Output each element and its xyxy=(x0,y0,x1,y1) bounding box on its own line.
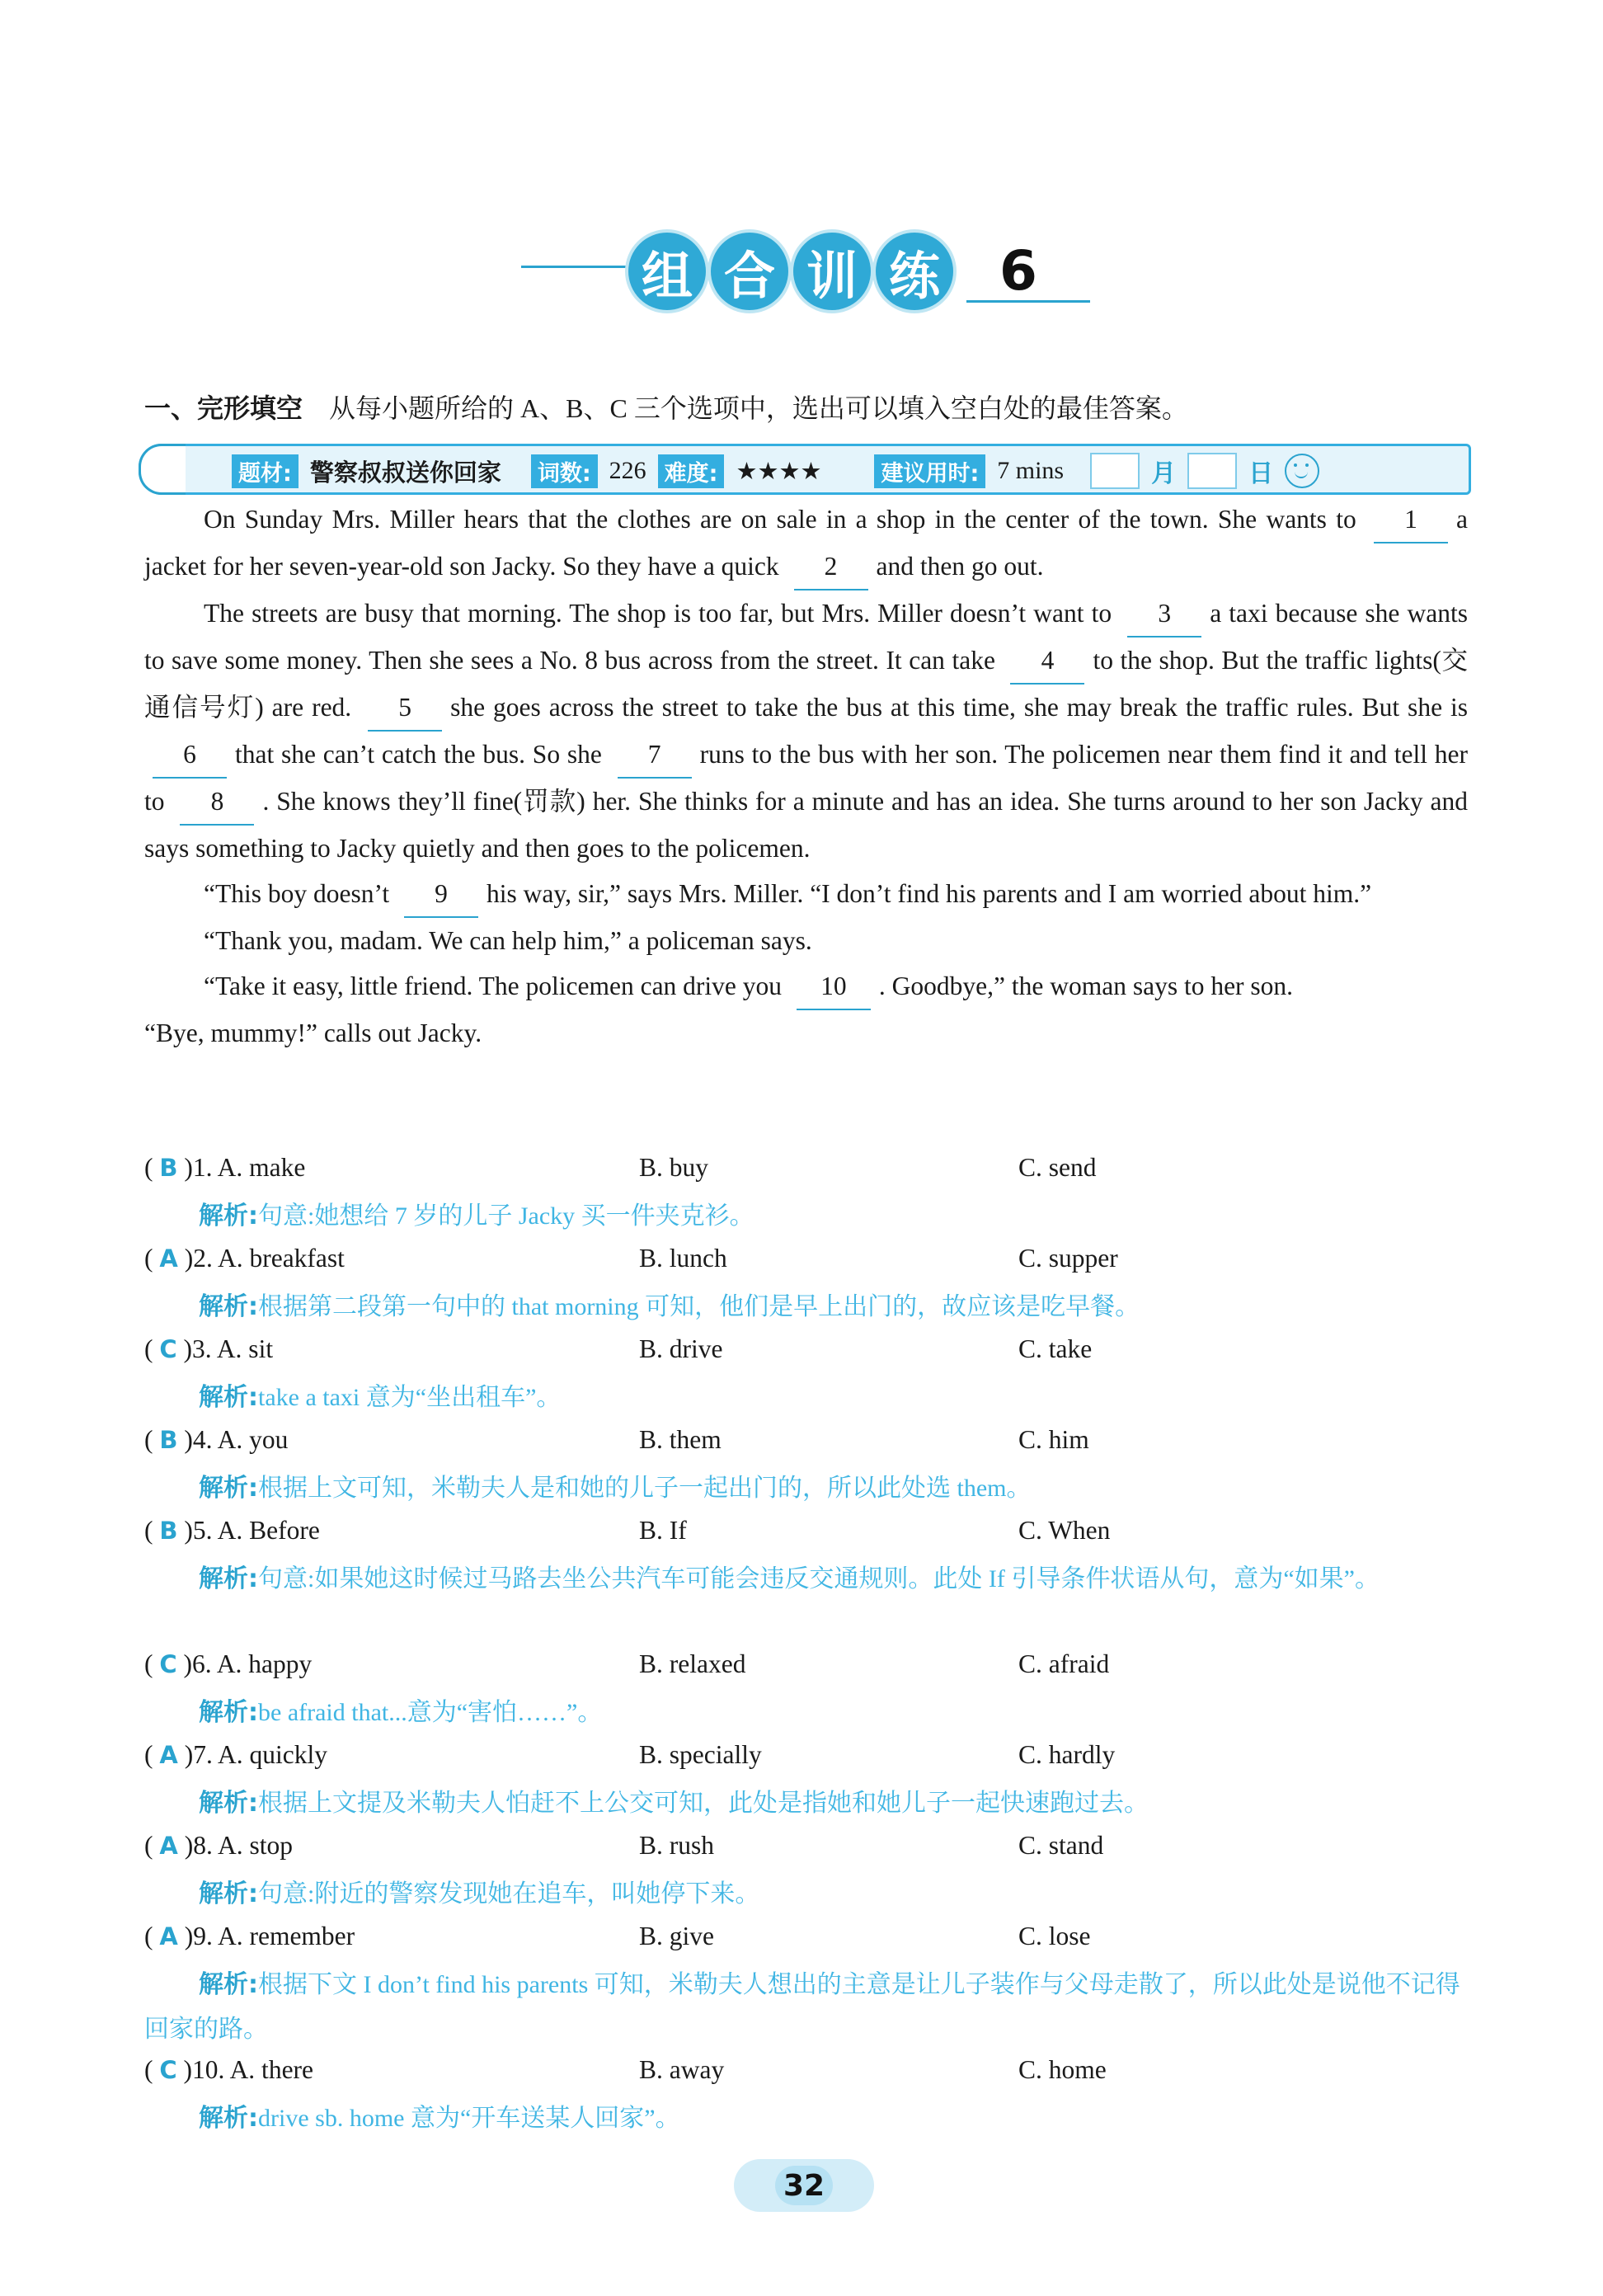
question-stem: ( C )6. A. happy xyxy=(144,1649,313,1678)
explanation-label: 解析: xyxy=(199,1880,258,1908)
smiley-icon xyxy=(1285,454,1319,488)
page-number: 32 xyxy=(775,2166,833,2205)
question-number: 10. xyxy=(192,2055,225,2084)
section-title: 一、完形填空 xyxy=(144,393,303,424)
question-stem: ( A )2. A. breakfast xyxy=(144,1244,345,1273)
explanation-text: 根据第二段第一句中的 that morning 可知，他们是早上出门的，故应该是吃早餐。 xyxy=(258,1293,1140,1320)
topic-tag: 题材: xyxy=(232,454,299,488)
explanation xyxy=(144,1872,1468,1917)
option-c: C. him xyxy=(1018,1425,1089,1454)
explanation-text: 句意:她想给 7 岁的儿子 Jacky 买一件夹克衫。 xyxy=(258,1202,754,1230)
answer-letter: B xyxy=(159,1426,178,1454)
option-c: C. stand xyxy=(1018,1831,1104,1860)
question-number: 4. xyxy=(192,1425,213,1454)
question-row xyxy=(144,1244,1468,1285)
option-a: A. there xyxy=(229,2055,314,2084)
blank-3: 3 xyxy=(1127,590,1201,638)
answer-letter: B xyxy=(159,1517,178,1545)
time-tag: 建议用时: xyxy=(874,454,985,488)
difficulty-stars: ★★★★ xyxy=(736,457,822,485)
option-c: C. supper xyxy=(1018,1244,1118,1273)
option-b: B. away xyxy=(639,2055,725,2084)
question-stem: ( B )5. A. Before xyxy=(144,1516,320,1545)
answer-letter: A xyxy=(159,1741,178,1769)
question-row xyxy=(144,1831,1468,1872)
passage-text: “This boy doesn’t xyxy=(204,879,390,908)
answer-letter: A xyxy=(159,1832,178,1860)
title-number: 6 xyxy=(999,239,1037,303)
explanation xyxy=(144,1194,1468,1239)
option-a: A. remember xyxy=(217,1922,355,1950)
explanation xyxy=(144,1963,1468,2052)
explanation xyxy=(144,1466,1468,1511)
blank-7: 7 xyxy=(618,732,692,779)
topic-value: 警察叔叔送你回家 xyxy=(309,458,501,487)
option-c: C. take xyxy=(1018,1334,1093,1363)
month-input-box[interactable] xyxy=(1090,453,1140,489)
passage-paragraph xyxy=(144,496,1468,590)
day-input-box[interactable] xyxy=(1187,453,1237,489)
passage-text: his way, sir,” says Mrs. Miller. “I don’t find his parents and I am worried about him.” xyxy=(487,879,1372,908)
info-items xyxy=(232,453,1319,489)
passage-paragraph xyxy=(144,590,1468,871)
answer-letter: C xyxy=(159,1650,177,1678)
explanation-text: 根据下文 I don’t find his parents 可知，米勒夫人想出的主意是让儿子装作与父母走散了，所以此处是说他不记得回家的路。 xyxy=(144,1971,1460,2043)
words-tag: 词数: xyxy=(531,454,598,488)
passage-paragraph: “Thank you, madam. We can help him,” a policeman says. xyxy=(204,926,812,955)
title-char: 训 xyxy=(793,233,871,310)
question-row xyxy=(144,1153,1468,1194)
blank-4: 4 xyxy=(1010,638,1084,685)
difficulty-tag: 难度: xyxy=(658,454,725,488)
blank-10: 10 xyxy=(797,963,871,1010)
explanation-text: 根据上文提及米勒夫人怕赶不上公交可知，此处是指她和她儿子一起快速跑过去。 xyxy=(258,1790,1149,1817)
question-stem: ( B )1. A. make xyxy=(144,1153,306,1182)
option-c: C. afraid xyxy=(1018,1649,1110,1678)
title-char: 组 xyxy=(628,233,706,310)
words-value: 226 xyxy=(609,457,646,484)
explanation-label: 解析: xyxy=(199,1292,258,1321)
explanation xyxy=(144,1285,1468,1329)
title-rule-left xyxy=(521,266,628,268)
question-row xyxy=(144,1922,1468,1963)
cloze-passage xyxy=(144,496,1468,1056)
explanation-label: 解析: xyxy=(199,2104,258,2133)
option-a: A. quickly xyxy=(217,1740,327,1769)
question-row xyxy=(144,2055,1468,2096)
explanation-label: 解析: xyxy=(199,1970,258,1999)
blank-2: 2 xyxy=(794,543,868,590)
option-b: B. drive xyxy=(639,1334,723,1363)
question-number: 3. xyxy=(192,1334,212,1363)
explanation-label: 解析: xyxy=(199,1383,258,1412)
passage-text: . She knows they’ll fine(罚款) her. She thinks for a minute and has an idea. She turns around to her son Jacky and says something to Jacky quietly and then goes to the policemen. xyxy=(144,787,1469,863)
option-a: A. breakfast xyxy=(217,1244,345,1273)
blank-8: 8 xyxy=(180,779,254,826)
option-b: B. specially xyxy=(639,1740,762,1769)
exercise-info-bar xyxy=(139,444,1471,495)
passage-text: “Take it easy, little friend. The policemen can drive you xyxy=(204,972,783,1000)
blank-1: 1 xyxy=(1374,496,1448,543)
question-stem: ( A )7. A. quickly xyxy=(144,1740,327,1769)
question-number: 8. xyxy=(193,1831,213,1860)
month-label: 月 xyxy=(1151,459,1177,488)
question-number: 9. xyxy=(193,1922,213,1950)
passage-text: On Sunday Mrs. Miller hears that the clothes are on sale in a shop in the center of the town. She wants to xyxy=(204,505,1356,534)
passage-text: and then go out. xyxy=(876,552,1044,581)
option-c: C. hardly xyxy=(1018,1740,1116,1769)
question-row xyxy=(144,1516,1468,1557)
info-bar-hook xyxy=(139,444,186,495)
option-a: A. sit xyxy=(216,1334,274,1363)
passage-paragraph xyxy=(144,963,1468,1010)
option-c: C. send xyxy=(1018,1153,1097,1182)
title-char: 合 xyxy=(711,233,788,310)
question-number: 2. xyxy=(193,1244,213,1273)
question-stem: ( B )4. A. you xyxy=(144,1425,289,1454)
question-row xyxy=(144,1425,1468,1466)
explanation xyxy=(144,1376,1468,1420)
question-stem: ( C )3. A. sit xyxy=(144,1334,274,1363)
question-row xyxy=(144,1334,1468,1376)
option-b: B. give xyxy=(639,1922,714,1950)
option-c: C. When xyxy=(1018,1516,1111,1545)
question-number: 6. xyxy=(192,1649,212,1678)
explanation-label: 解析: xyxy=(199,1564,258,1593)
option-b: B. If xyxy=(639,1516,687,1545)
blank-6: 6 xyxy=(153,732,227,779)
section-heading xyxy=(144,388,1188,426)
section-instruction: 从每小题所给的 A、B、C 三个选项中，选出可以填入空白处的最佳答案。 xyxy=(329,393,1188,423)
option-b: B. lunch xyxy=(639,1244,727,1273)
explanation xyxy=(144,2096,1468,2141)
page-number-badge xyxy=(734,2159,874,2212)
answer-letter: C xyxy=(159,2056,177,2084)
passage-text: she goes across the street to take the bus at this time, she may break the traffic rules. But she is xyxy=(450,693,1468,722)
title-rule-right xyxy=(966,300,1090,303)
time-value: 7 mins xyxy=(997,457,1065,484)
option-c: C. home xyxy=(1018,2055,1107,2084)
option-b: B. rush xyxy=(639,1831,715,1860)
question-stem: ( C )10. A. there xyxy=(144,2055,314,2084)
title-chars xyxy=(628,233,953,310)
passage-text: a jacket for her seven-year-old son Jacky. So they have a quick xyxy=(144,505,1469,581)
page-title xyxy=(0,233,1603,323)
explanation-text: be afraid that...意为“害怕……”。 xyxy=(258,1699,603,1726)
explanation xyxy=(144,1557,1468,1602)
explanation-text: 句意:如果她这时候过马路去坐公共汽车可能会违反交通规则。此处 If 引导条件状语从句，意为“如果”。 xyxy=(258,1565,1380,1593)
day-label: 日 xyxy=(1248,459,1274,488)
option-a: A. Before xyxy=(217,1516,320,1545)
passage-text: to the shop. But the traffic lights(交通信号灯) are red. xyxy=(144,646,1469,722)
answer-letter: A xyxy=(159,1922,178,1950)
option-c: C. lose xyxy=(1018,1922,1091,1950)
title-char: 练 xyxy=(876,233,953,310)
answer-letter: A xyxy=(159,1244,178,1273)
option-a: A. happy xyxy=(216,1649,313,1678)
explanation-label: 解析: xyxy=(199,1789,258,1818)
explanation-text: 句意:附近的警察发现她在追车，叫她停下来。 xyxy=(258,1880,760,1908)
explanation-text: take a taxi 意为“坐出租车”。 xyxy=(258,1384,562,1411)
question-number: 1. xyxy=(192,1153,213,1182)
explanation xyxy=(144,1691,1468,1735)
passage-text: . Goodbye,” the woman says to her son. xyxy=(878,972,1294,1000)
passage-text: The streets are busy that morning. The shop is too far, but Mrs. Miller doesn’t want to xyxy=(204,599,1112,628)
option-a: A. you xyxy=(217,1425,289,1454)
explanation-label: 解析: xyxy=(199,1474,258,1503)
explanation-text: drive sb. home 意为“开车送某人回家”。 xyxy=(258,2105,680,2132)
passage-paragraph xyxy=(144,871,1468,918)
passage-paragraph: “Bye, mummy!” calls out Jacky. xyxy=(144,1019,482,1047)
option-b: B. relaxed xyxy=(639,1649,746,1678)
explanation xyxy=(144,1781,1468,1826)
passage-text: a taxi because she wants to save some money. Then she sees a No. 8 bus across from the street. It can take xyxy=(144,599,1468,675)
question-row xyxy=(144,1649,1468,1691)
option-a: A. stop xyxy=(217,1831,293,1860)
explanation-label: 解析: xyxy=(199,1202,258,1230)
question-number: 7. xyxy=(193,1740,213,1769)
option-a: A. make xyxy=(217,1153,306,1182)
answer-letter: C xyxy=(159,1335,177,1363)
question-number: 5. xyxy=(192,1516,213,1545)
passage-text: that she can’t catch the bus. So she xyxy=(235,740,602,769)
passage-text: runs to the bus with her son. The policemen near them find it and tell her to xyxy=(144,740,1468,816)
explanation-label: 解析: xyxy=(199,1698,258,1727)
question-stem: ( A )9. A. remember xyxy=(144,1922,355,1950)
option-b: B. them xyxy=(639,1425,722,1454)
question-row xyxy=(144,1740,1468,1781)
blank-5: 5 xyxy=(368,685,442,732)
question-stem: ( A )8. A. stop xyxy=(144,1831,293,1860)
blank-9: 9 xyxy=(404,871,478,918)
answer-letter: B xyxy=(159,1154,178,1182)
explanation-text: 根据上文可知，米勒夫人是和她的儿子一起出门的，所以此处选 them。 xyxy=(258,1475,1032,1502)
option-b: B. buy xyxy=(639,1153,709,1182)
